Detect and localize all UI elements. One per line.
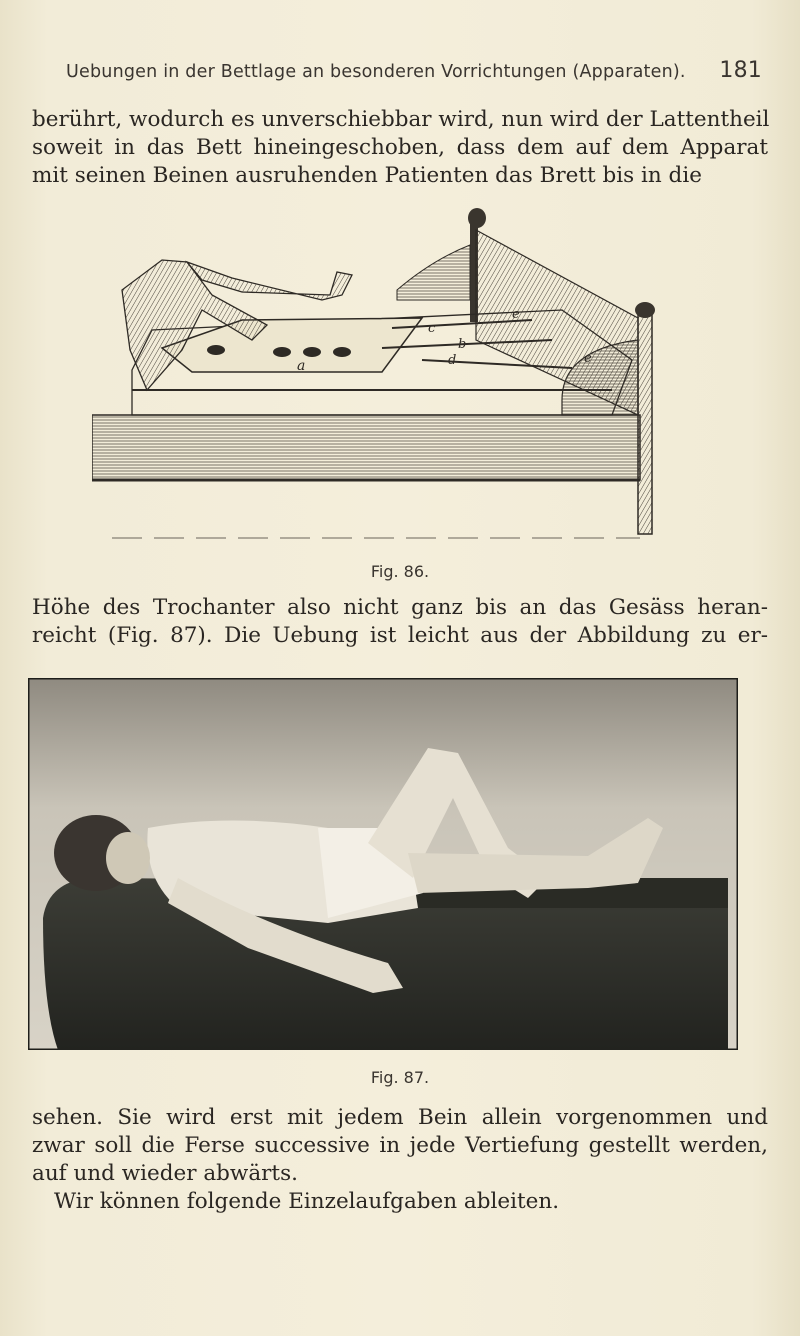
text-line: mit seinen Beinen ausruhenden Patienten das Brett bis in die [32, 163, 702, 188]
text-line: berührt, wodurch es unverschiebbar wird, nun wird der Lattentheil [32, 107, 770, 132]
text-line: sehen. Sie wird erst mit jedem Bein allein vorgenommen und [32, 1105, 768, 1130]
figure-87-caption: Fig. 87. [370, 1068, 430, 1087]
fig86-label-e1: e [512, 307, 520, 322]
paragraph-2 [32, 594, 768, 650]
bedpost-finial [635, 302, 655, 318]
fig86-label-e2: e [584, 351, 592, 366]
fig86-label-a: a [297, 358, 306, 374]
figure-86-caption: Fig. 86. [370, 562, 430, 581]
fig86-label-d: d [448, 353, 457, 368]
paragraph-3 [32, 1104, 768, 1216]
text-line: Wir können folgende Einzelaufgaben ableiten. [54, 1189, 560, 1214]
bedpost [638, 312, 652, 534]
text-line: soweit in das Bett hineingeschoben, dass dem auf dem Apparat [32, 135, 768, 160]
text-line: auf und wieder abwärts. [32, 1161, 298, 1186]
figure-87-photograph [28, 678, 738, 1050]
header-title: Uebungen in der Bettlage an besonderen Vorrichtungen (Apparaten). [66, 62, 686, 82]
page-number: 181 [719, 58, 762, 83]
figure-86-illustration [92, 200, 692, 560]
bed-side-panel [92, 415, 640, 480]
apparatus-board [162, 318, 422, 372]
text-line: zwar soll die Ferse successive in jede Vertiefung gestellt werden, [32, 1133, 768, 1158]
text-line: Höhe des Trochanter also nicht ganz bis an das Gesäss heran- [32, 595, 768, 620]
running-header [66, 58, 766, 90]
fig86-label-c: c [428, 321, 436, 336]
paragraph-1 [32, 106, 768, 190]
fig86-label-b: b [458, 337, 467, 352]
text-line: reicht (Fig. 87). Die Uebung ist leicht aus der Abbildung zu er- [32, 623, 768, 648]
